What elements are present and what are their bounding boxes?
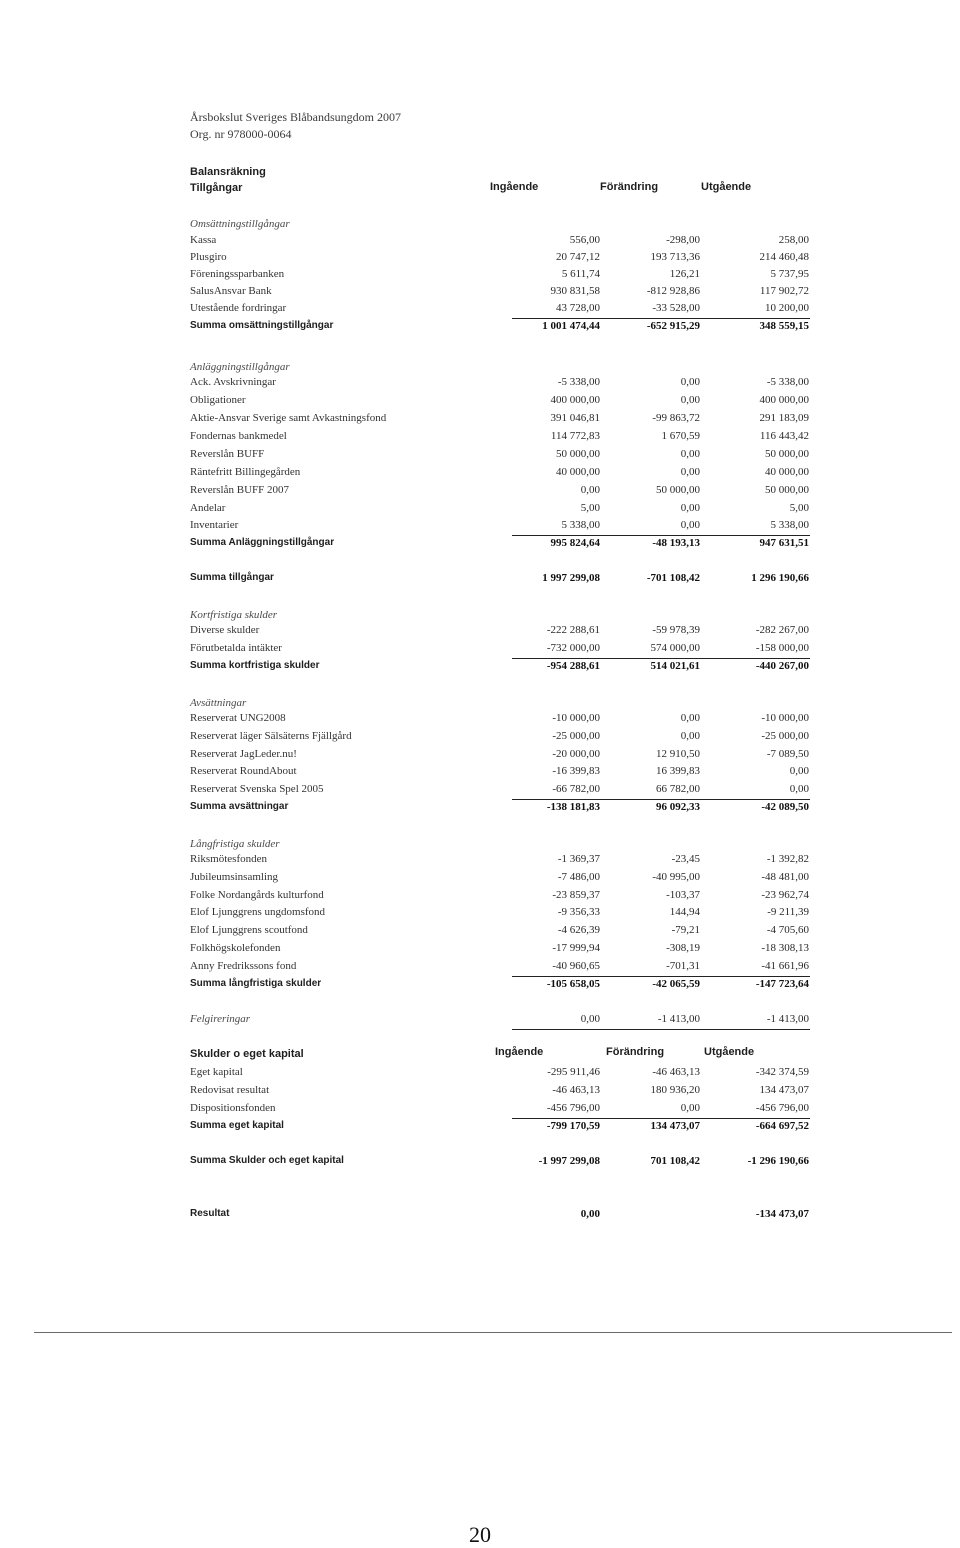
change-value: 0,00 — [680, 502, 700, 514]
closing-value: -7 089,50 — [766, 748, 809, 760]
change-value: -23,45 — [671, 853, 700, 865]
col-opening-header: Ingående — [495, 1046, 544, 1058]
closing-value: -25 000,00 — [761, 730, 809, 742]
change-value: 1 670,59 — [661, 430, 700, 442]
change-value: 0,00 — [680, 376, 700, 388]
sum-row — [190, 537, 820, 553]
row-label: Andelar — [190, 502, 226, 514]
change-value: -79,21 — [671, 924, 700, 936]
opening-value: 0,00 — [580, 484, 600, 496]
sum-label: Summa Skulder och eget kapital — [190, 1155, 344, 1166]
row-label: Elof Ljunggrens scoutfond — [190, 924, 308, 936]
change-value: 0,00 — [680, 466, 700, 478]
closing-value: -282 267,00 — [755, 624, 809, 636]
sum-label: Summa tillgångar — [190, 572, 274, 583]
row-label: Reverslån BUFF — [190, 448, 265, 460]
table-row — [190, 234, 820, 250]
table-row — [190, 466, 820, 482]
table-row — [190, 394, 820, 410]
total-assets-row — [190, 572, 820, 588]
opening-value: 1 001 474,44 — [542, 320, 600, 332]
sum-row — [190, 320, 820, 336]
col-change-header: Förändring — [600, 181, 659, 193]
table-row — [190, 412, 820, 428]
row-label: Redovisat resultat — [190, 1084, 270, 1096]
report-title: Årsbokslut Sveriges Blåbandsungdom 2007 — [190, 110, 401, 124]
table-row — [190, 765, 820, 781]
scan-bottom-edge — [34, 1332, 952, 1333]
row-label: Utestående fordringar — [190, 302, 287, 314]
sum-underline — [512, 976, 810, 977]
table-row — [190, 748, 820, 764]
col-closing-header: Utgående — [704, 1046, 755, 1058]
group-title: Långfristiga skulder — [190, 838, 280, 850]
closing-value: 214 460,48 — [759, 251, 809, 263]
result-row — [190, 1208, 820, 1224]
closing-value: 258,00 — [778, 234, 809, 246]
opening-value: -40 960,65 — [552, 960, 600, 972]
sum-row — [190, 1120, 820, 1136]
closing-value: 5,00 — [789, 502, 809, 514]
assets-title: Tillgångar — [190, 182, 243, 194]
opening-value: -5 338,00 — [557, 376, 600, 388]
row-label: Reserverat RoundAbout — [190, 765, 297, 777]
closing-value: 134 473,07 — [759, 1084, 809, 1096]
change-value: 96 092,33 — [656, 801, 700, 813]
opening-value: -222 288,61 — [546, 624, 600, 636]
change-value: 0,00 — [680, 712, 700, 724]
sum-underline — [512, 318, 810, 319]
opening-value: 391 046,81 — [550, 412, 600, 424]
change-value: -99 863,72 — [652, 412, 700, 424]
group-title: Avsättningar — [190, 697, 247, 709]
opening-value: -20 000,00 — [552, 748, 600, 760]
opening-value: 40 000,00 — [556, 466, 600, 478]
change-value: 0,00 — [680, 1102, 700, 1114]
group-title: Kortfristiga skulder — [190, 609, 278, 621]
table-row — [190, 642, 820, 658]
row-label: Reverslån BUFF 2007 — [190, 484, 289, 496]
row-label: Reserverat läger Sälsäterns Fjällgård — [190, 730, 352, 742]
table-row — [190, 268, 820, 284]
closing-value: -23 962,74 — [761, 889, 809, 901]
sum-row — [190, 660, 820, 676]
closing-value: 50 000,00 — [765, 448, 809, 460]
col-opening-header: Ingående — [490, 181, 539, 193]
org-number: Org. nr 978000-0064 — [190, 127, 292, 141]
row-label: Felgireringar — [190, 1013, 251, 1025]
opening-value: -16 399,83 — [552, 765, 600, 777]
balance-sheet-title: Balansräkning — [190, 166, 266, 178]
opening-value: 5,00 — [580, 502, 600, 514]
change-value: -1 413,00 — [657, 1013, 700, 1025]
change-value: 514 021,61 — [650, 660, 700, 672]
opening-value: -9 356,33 — [557, 906, 600, 918]
closing-value: 5 737,95 — [770, 268, 809, 280]
closing-value: -440 267,00 — [755, 660, 809, 672]
change-value: -48 193,13 — [652, 537, 700, 549]
table-row — [190, 730, 820, 746]
sum-label: Summa långfristiga skulder — [190, 978, 322, 989]
result-label: Resultat — [190, 1208, 230, 1219]
table-row — [190, 430, 820, 446]
opening-value: -17 999,94 — [552, 942, 600, 954]
opening-value: -10 000,00 — [552, 712, 600, 724]
sum-row — [190, 978, 820, 994]
sum-label: Summa kortfristiga skulder — [190, 660, 320, 671]
closing-value: -41 661,96 — [761, 960, 809, 972]
table-row — [190, 1084, 820, 1100]
closing-value: -456 796,00 — [755, 1102, 809, 1114]
table-row — [190, 448, 820, 464]
row-label: Diverse skulder — [190, 624, 260, 636]
row-label: Aktie-Ansvar Sverige samt Avkastningsfond — [190, 412, 387, 424]
table-row — [190, 871, 820, 887]
table-row — [190, 783, 820, 799]
row-label: Reserverat JagLeder.nu! — [190, 748, 297, 760]
opening-value: 43 728,00 — [556, 302, 600, 314]
table-row — [190, 502, 820, 518]
closing-value: -42 089,50 — [761, 801, 809, 813]
closing-value: 116 443,42 — [759, 430, 809, 442]
row-label: Reserverat Svenska Spel 2005 — [190, 783, 324, 795]
change-value: -46 463,13 — [652, 1066, 700, 1078]
closing-value: -134 473,07 — [755, 1208, 809, 1220]
opening-value: -138 181,83 — [546, 801, 600, 813]
change-value: 16 399,83 — [656, 765, 700, 777]
sum-label: Summa avsättningar — [190, 801, 289, 812]
group-title: Anläggningstillgångar — [190, 361, 290, 373]
total-liabilities-row — [190, 1155, 820, 1171]
change-value: 574 000,00 — [650, 642, 700, 654]
table-row — [190, 960, 820, 976]
table-row — [190, 302, 820, 318]
row-label: Folkhögskolefonden — [190, 942, 281, 954]
row-label: Eget kapital — [190, 1066, 243, 1078]
table-row — [190, 285, 820, 301]
closing-value: -147 723,64 — [755, 978, 809, 990]
table-row — [190, 376, 820, 392]
opening-value: -1 369,37 — [557, 853, 600, 865]
change-value: -652 915,29 — [646, 320, 700, 332]
change-value: -59 978,39 — [652, 624, 700, 636]
sum-label: Summa eget kapital — [190, 1120, 284, 1131]
col-change-header: Förändring — [606, 1046, 665, 1058]
table-row — [190, 906, 820, 922]
change-value: 66 782,00 — [656, 783, 700, 795]
opening-value: -456 796,00 — [546, 1102, 600, 1114]
row-label: SalusAnsvar Bank — [190, 285, 272, 297]
sum-underline — [512, 799, 810, 800]
change-value: -308,19 — [666, 942, 700, 954]
sum-underline — [512, 535, 810, 536]
opening-value: 1 997 299,08 — [542, 572, 600, 584]
opening-value: -799 170,59 — [546, 1120, 600, 1132]
row-label: Elof Ljunggrens ungdomsfond — [190, 906, 326, 918]
table-row — [190, 484, 820, 500]
opening-value: -732 000,00 — [546, 642, 600, 654]
closing-value: 291 183,09 — [759, 412, 809, 424]
change-value: 134 473,07 — [650, 1120, 700, 1132]
closing-value: -9 211,39 — [767, 906, 809, 918]
change-value: -701 108,42 — [646, 572, 700, 584]
change-value: -33 528,00 — [652, 302, 700, 314]
table-row — [190, 942, 820, 958]
page-number: 20 — [469, 1522, 491, 1547]
closing-value: -5 338,00 — [766, 376, 809, 388]
opening-value: 114 772,83 — [550, 430, 600, 442]
change-value: -298,00 — [666, 234, 700, 246]
table-row — [190, 853, 820, 869]
closing-value: 0,00 — [789, 765, 809, 777]
closing-value: 5 338,00 — [770, 519, 809, 531]
change-value: 180 936,20 — [650, 1084, 700, 1096]
row-label: Fondernas bankmedel — [190, 430, 287, 442]
opening-value: -1 997 299,08 — [538, 1155, 600, 1167]
closing-value: -18 308,13 — [761, 942, 809, 954]
change-value: 0,00 — [680, 730, 700, 742]
sum-label: Summa Anläggningstillgångar — [190, 537, 335, 548]
change-value: 0,00 — [680, 519, 700, 531]
closing-value: -1 392,82 — [766, 853, 809, 865]
closing-value: -342 374,59 — [755, 1066, 809, 1078]
opening-value: -954 288,61 — [546, 660, 600, 672]
change-value: -103,37 — [666, 889, 700, 901]
row-label: Föreningssparbanken — [190, 268, 285, 280]
change-value: -42 065,59 — [652, 978, 700, 990]
closing-value: 10 200,00 — [765, 302, 809, 314]
opening-value: -66 782,00 — [552, 783, 600, 795]
sum-row — [190, 801, 820, 817]
opening-value: 20 747,12 — [556, 251, 600, 263]
opening-value: 50 000,00 — [556, 448, 600, 460]
opening-value: 995 824,64 — [550, 537, 600, 549]
change-value: 0,00 — [680, 448, 700, 460]
opening-value: 5 611,74 — [561, 268, 600, 280]
opening-value: 0,00 — [580, 1208, 600, 1220]
closing-value: 117 902,72 — [759, 285, 809, 297]
row-label: Plusgiro — [190, 251, 227, 263]
closing-value: 0,00 — [789, 783, 809, 795]
opening-value: -105 658,05 — [546, 978, 600, 990]
change-value: 0,00 — [680, 394, 700, 406]
closing-value: -4 705,60 — [766, 924, 809, 936]
opening-value: 556,00 — [569, 234, 600, 246]
row-label: Reserverat UNG2008 — [190, 712, 286, 724]
equity-title: Skulder o eget kapital — [190, 1048, 304, 1060]
table-row — [190, 519, 820, 535]
opening-value: 930 831,58 — [550, 285, 600, 297]
row-label: Anny Fredrikssons fond — [190, 960, 297, 972]
closing-value: 1 296 190,66 — [751, 572, 809, 584]
errors-row — [190, 1013, 820, 1029]
row-label: Räntefritt Billingegården — [190, 466, 301, 478]
table-row — [190, 924, 820, 940]
closing-value: -158 000,00 — [755, 642, 809, 654]
row-label: Förutbetalda intäkter — [190, 642, 282, 654]
opening-value: -4 626,39 — [557, 924, 600, 936]
closing-value: 400 000,00 — [759, 394, 809, 406]
row-label: Dispositionsfonden — [190, 1102, 276, 1114]
closing-value: -1 413,00 — [766, 1013, 809, 1025]
change-value: 193 713,36 — [650, 251, 700, 263]
closing-value: -10 000,00 — [761, 712, 809, 724]
table-row — [190, 1066, 820, 1082]
table-row — [190, 624, 820, 640]
closing-value: 50 000,00 — [765, 484, 809, 496]
table-row — [190, 1102, 820, 1118]
change-value: 50 000,00 — [656, 484, 700, 496]
opening-value: 5 338,00 — [561, 519, 600, 531]
sum-underline — [512, 1118, 810, 1119]
closing-value: -1 296 190,66 — [747, 1155, 809, 1167]
col-closing-header: Utgående — [701, 181, 752, 193]
sum-underline — [512, 1029, 810, 1030]
closing-value: 40 000,00 — [765, 466, 809, 478]
change-value: 126,21 — [669, 268, 700, 280]
opening-value: -23 859,37 — [552, 889, 600, 901]
group-title: Omsättningstillgångar — [190, 218, 290, 230]
opening-value: 400 000,00 — [550, 394, 600, 406]
row-label: Kassa — [190, 234, 217, 246]
closing-value: -664 697,52 — [755, 1120, 809, 1132]
row-label: Riksmötesfonden — [190, 853, 267, 865]
opening-value: -25 000,00 — [552, 730, 600, 742]
opening-value: -7 486,00 — [557, 871, 600, 883]
row-label: Obligationer — [190, 394, 246, 406]
row-label: Ack. Avskrivningar — [190, 376, 276, 388]
change-value: -40 995,00 — [652, 871, 700, 883]
change-value: 144,94 — [669, 906, 700, 918]
closing-value: -48 481,00 — [761, 871, 809, 883]
row-label: Jubileumsinsamling — [190, 871, 278, 883]
change-value: 701 108,42 — [650, 1155, 700, 1167]
closing-value: 947 631,51 — [759, 537, 809, 549]
row-label: Folke Nordangårds kulturfond — [190, 889, 324, 901]
change-value: 12 910,50 — [656, 748, 700, 760]
closing-value: 348 559,15 — [759, 320, 809, 332]
sum-underline — [512, 658, 810, 659]
change-value: -812 928,86 — [646, 285, 700, 297]
table-row — [190, 251, 820, 267]
table-row — [190, 889, 820, 905]
change-value: -701,31 — [666, 960, 700, 972]
table-row — [190, 712, 820, 728]
row-label: Inventarier — [190, 519, 239, 531]
opening-value: -295 911,46 — [547, 1066, 600, 1078]
sum-label: Summa omsättningstillgångar — [190, 320, 334, 331]
opening-value: 0,00 — [580, 1013, 600, 1025]
opening-value: -46 463,13 — [552, 1084, 600, 1096]
